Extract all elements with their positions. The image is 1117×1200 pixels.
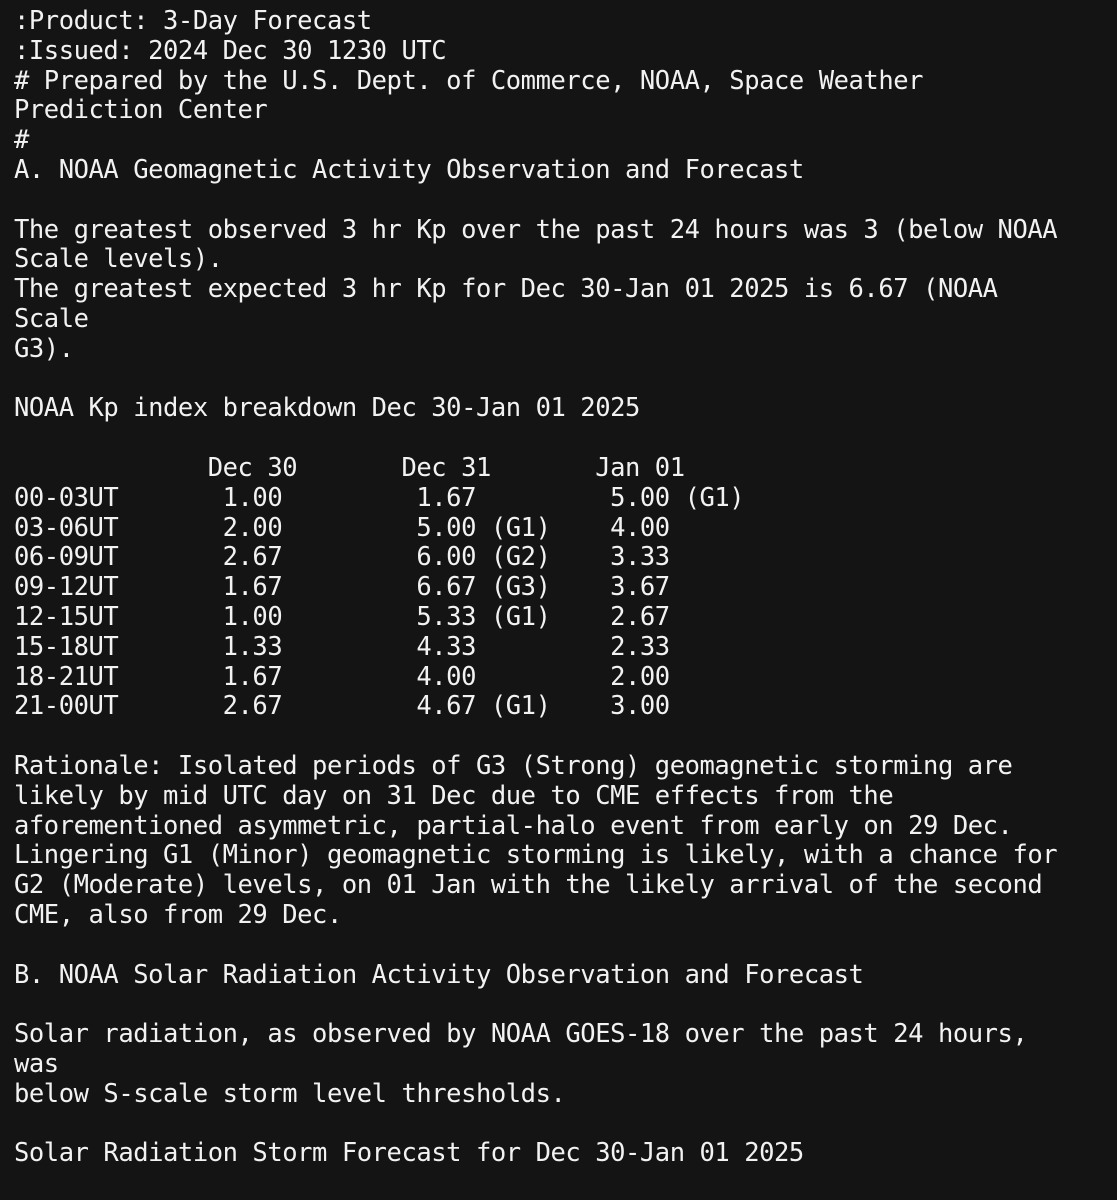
kp-breakdown-title: NOAA Kp index breakdown Dec 30-Jan 01 2025 bbox=[14, 393, 640, 424]
rationale-text: CME, also from 29 Dec. bbox=[14, 899, 342, 930]
product-line: :Product: 3-Day Forecast bbox=[14, 6, 372, 36]
kp-table-row: 18-21UT 1.67 4.00 2.00 bbox=[14, 661, 670, 692]
rationale-text: aforementioned asymmetric, partial-halo event from early on 29 Dec. bbox=[14, 810, 1013, 841]
kp-table-header: Dec 30 Dec 31 Jan 01 bbox=[14, 452, 685, 483]
kp-table-row: 09-12UT 1.67 6.67 (G3) 3.67 bbox=[14, 572, 670, 603]
blank-line bbox=[14, 931, 1103, 961]
rationale-text: Lingering G1 (Minor) geomagnetic storming is likely, with a chance for bbox=[14, 840, 1058, 871]
blank-line bbox=[14, 722, 1103, 752]
solar-radiation-text: was bbox=[14, 1048, 59, 1079]
prepared-by-line: # Prepared by the U.S. Dept. of Commerce, NOAA, Space Weather bbox=[14, 65, 924, 96]
blank-line bbox=[14, 186, 1103, 216]
observed-kp-text: The greatest observed 3 hr Kp over the past 24 hours was 3 (below NOAA bbox=[14, 214, 1058, 245]
expected-kp-text: The greatest expected 3 hr Kp for Dec 30-Jan 01 2025 is 6.67 (NOAA bbox=[14, 274, 998, 305]
kp-table-row: 00-03UT 1.00 1.67 5.00 (G1) bbox=[14, 482, 745, 513]
rationale-text: Rationale: Isolated periods of G3 (Strong) geomagnetic storming are bbox=[14, 750, 1013, 781]
section-b-heading: B. NOAA Solar Radiation Activity Observation and Forecast bbox=[14, 959, 864, 990]
kp-table-row: 06-09UT 2.67 6.00 (G2) 3.33 bbox=[14, 542, 670, 573]
kp-table-row: 21-00UT 2.67 4.67 (G1) 3.00 bbox=[14, 691, 670, 722]
comment-line: # bbox=[14, 125, 29, 156]
blank-line bbox=[14, 990, 1103, 1020]
solar-radiation-text: below S-scale storm level thresholds. bbox=[14, 1078, 566, 1109]
expected-kp-text-cont: Scale bbox=[14, 303, 89, 334]
rationale-text: G2 (Moderate) levels, on 01 Jan with the likely arrival of the second bbox=[14, 870, 1043, 901]
kp-table-row: 03-06UT 2.00 5.00 (G1) 4.00 bbox=[14, 512, 670, 543]
storm-forecast-title: Solar Radiation Storm Forecast for Dec 30-Jan 01 2025 bbox=[14, 1138, 804, 1169]
issued-line: :Issued: 2024 Dec 30 1230 UTC bbox=[14, 35, 447, 66]
blank-line bbox=[14, 365, 1103, 395]
kp-table-row: 15-18UT 1.33 4.33 2.33 bbox=[14, 631, 670, 662]
rationale-text: likely by mid UTC day on 31 Dec due to CME effects from the bbox=[14, 780, 894, 811]
kp-table-row: 12-15UT 1.00 5.33 (G1) 2.67 bbox=[14, 601, 670, 632]
blank-line bbox=[14, 424, 1103, 454]
observed-kp-text-cont: Scale levels). bbox=[14, 244, 223, 275]
solar-radiation-text: Solar radiation, as observed by NOAA GOES-18 over the past 24 hours, bbox=[14, 1019, 1028, 1050]
prepared-by-line-cont: Prediction Center bbox=[14, 95, 268, 126]
expected-kp-text-cont: G3). bbox=[14, 333, 74, 364]
section-a-heading: A. NOAA Geomagnetic Activity Observation and Forecast bbox=[14, 154, 804, 185]
blank-line bbox=[14, 1109, 1103, 1139]
